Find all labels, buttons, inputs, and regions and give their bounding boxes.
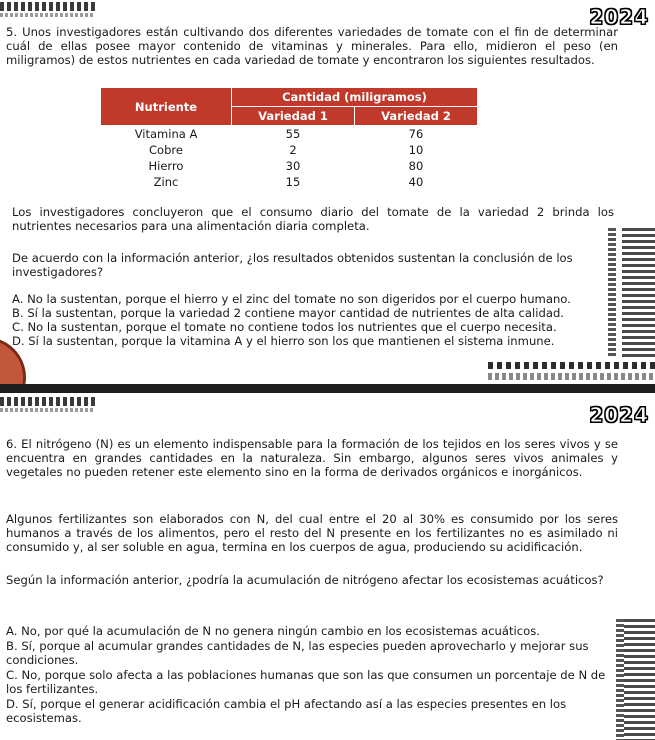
option-6b[interactable]: B. Sí, porque al acumular grandes cantidades de N, las especies pueden aprovecharlo y mejorar sus condiciones.: [6, 639, 589, 667]
decorative-pattern: [488, 362, 655, 369]
variety-2-value: 10: [408, 143, 424, 157]
question-5-conclusion: Los investigadores concluyeron que el consumo diario del tomate de la variedad 2 brinda los nutrientes necesarios para una alimentación diaria completa.: [12, 205, 614, 234]
header-variety-1: Variedad 1: [232, 107, 355, 126]
question-6-context: Algunos fertilizantes son elaborados con N, del cual entre el 20 al 30% es consumido por los seres humanos a través de los alimentos, pero el resto del N presente en los fertilizantes no es asimilado ni consumido y, al ser soluble en agua, termina en los cuerpos de agua, produciendo su acidificación.: [6, 512, 618, 555]
header-quantity: Cantidad (miligramos): [232, 88, 478, 107]
nutrient-name: Hierro: [148, 159, 184, 173]
table-row: [101, 126, 478, 143]
page-divider: [0, 384, 655, 393]
header-variety-2: Variedad 2: [355, 107, 478, 126]
year-badge: 2024: [589, 403, 649, 427]
nutrient-name: Cobre: [149, 143, 183, 157]
year-badge: 2024: [589, 5, 649, 29]
variety-1-value: 15: [285, 175, 301, 189]
option-6a[interactable]: A. No, por qué la acumulación de N no genera ningún cambio en los ecosistemas acuáticos.: [6, 624, 540, 638]
decorative-pattern: [488, 373, 655, 380]
decorative-side-strip: [622, 228, 655, 358]
table-row: [101, 142, 478, 158]
decorative-side-strip: [616, 619, 624, 740]
question-5-prompt: De acuerdo con la información anterior, ¿los resultados obtenidos sustentan la conclusión de los investigadores?: [12, 251, 573, 280]
table-row: [101, 158, 478, 174]
decorative-side-strip: [608, 228, 616, 358]
option-5b[interactable]: B. Sí la sustentan, porque la variedad 2 contiene mayor cantidad de nutrientes de alta calidad.: [12, 306, 564, 320]
nutrient-name: Vitamina A: [134, 127, 198, 141]
variety-2-value: 76: [408, 127, 424, 141]
table-row: [101, 174, 478, 190]
question-5-stem: 5. Unos investigadores están cultivando dos diferentes variedades de tomate con el fin de determinar cuál de ellas posee mayor contenido de vitaminas y minerales. Para ello, midieron el peso (en miligramos) de estos nutrientes en cada variedad de tomate y encontraron los siguientes resultados.: [6, 25, 618, 68]
option-5d[interactable]: D. Sí la sustentan, porque la vitamina A y el hierro son los que mantienen el sistema inmune.: [12, 334, 555, 348]
page-question-6: [0, 393, 655, 740]
option-6d[interactable]: D. Sí, porque el generar acidificación cambia el pH afectando así a las especies presentes en los ecosistemas.: [6, 697, 567, 725]
variety-1-value: 30: [285, 159, 301, 173]
header-nutrient: Nutriente: [101, 88, 232, 126]
decorative-pattern: [0, 13, 95, 17]
option-5a[interactable]: A. No la sustentan, porque el hierro y el zinc del tomate no son digeridos por el cuerpo humano.: [12, 292, 571, 306]
decorative-side-strip: [622, 619, 655, 740]
variety-1-value: 55: [285, 127, 301, 141]
nutrient-name: Zinc: [153, 175, 179, 189]
variety-2-value: 80: [408, 159, 424, 173]
question-6-prompt: Según la información anterior, ¿podría la acumulación de nitrógeno afectar los ecosistemas acuáticos?: [6, 573, 604, 587]
variety-1-value: 2: [289, 143, 297, 157]
decorative-pattern: [0, 408, 95, 412]
option-6c[interactable]: C. No, porque solo afecta a las poblaciones humanas que son las que consumen un porcentaje de N de los fertilizantes.: [6, 668, 606, 696]
decorative-pattern: [0, 397, 95, 406]
option-5c[interactable]: C. No la sustentan, porque el tomate no contiene todos los nutrientes que el cuerpo necesita.: [12, 320, 557, 334]
decorative-pattern: [0, 2, 95, 11]
question-6-stem: 6. El nitrógeno (N) es un elemento indispensable para la formación de los tejidos en los seres vivos y se encuentra en grandes cantidades en la naturaleza. Sin embargo, algunos seres vivos animales y vegetales no pueden retener este elemento sino en la forma de derivados orgánicos e inorgánicos.: [6, 437, 618, 480]
nutrient-table: [100, 87, 478, 190]
variety-2-value: 40: [408, 175, 424, 189]
